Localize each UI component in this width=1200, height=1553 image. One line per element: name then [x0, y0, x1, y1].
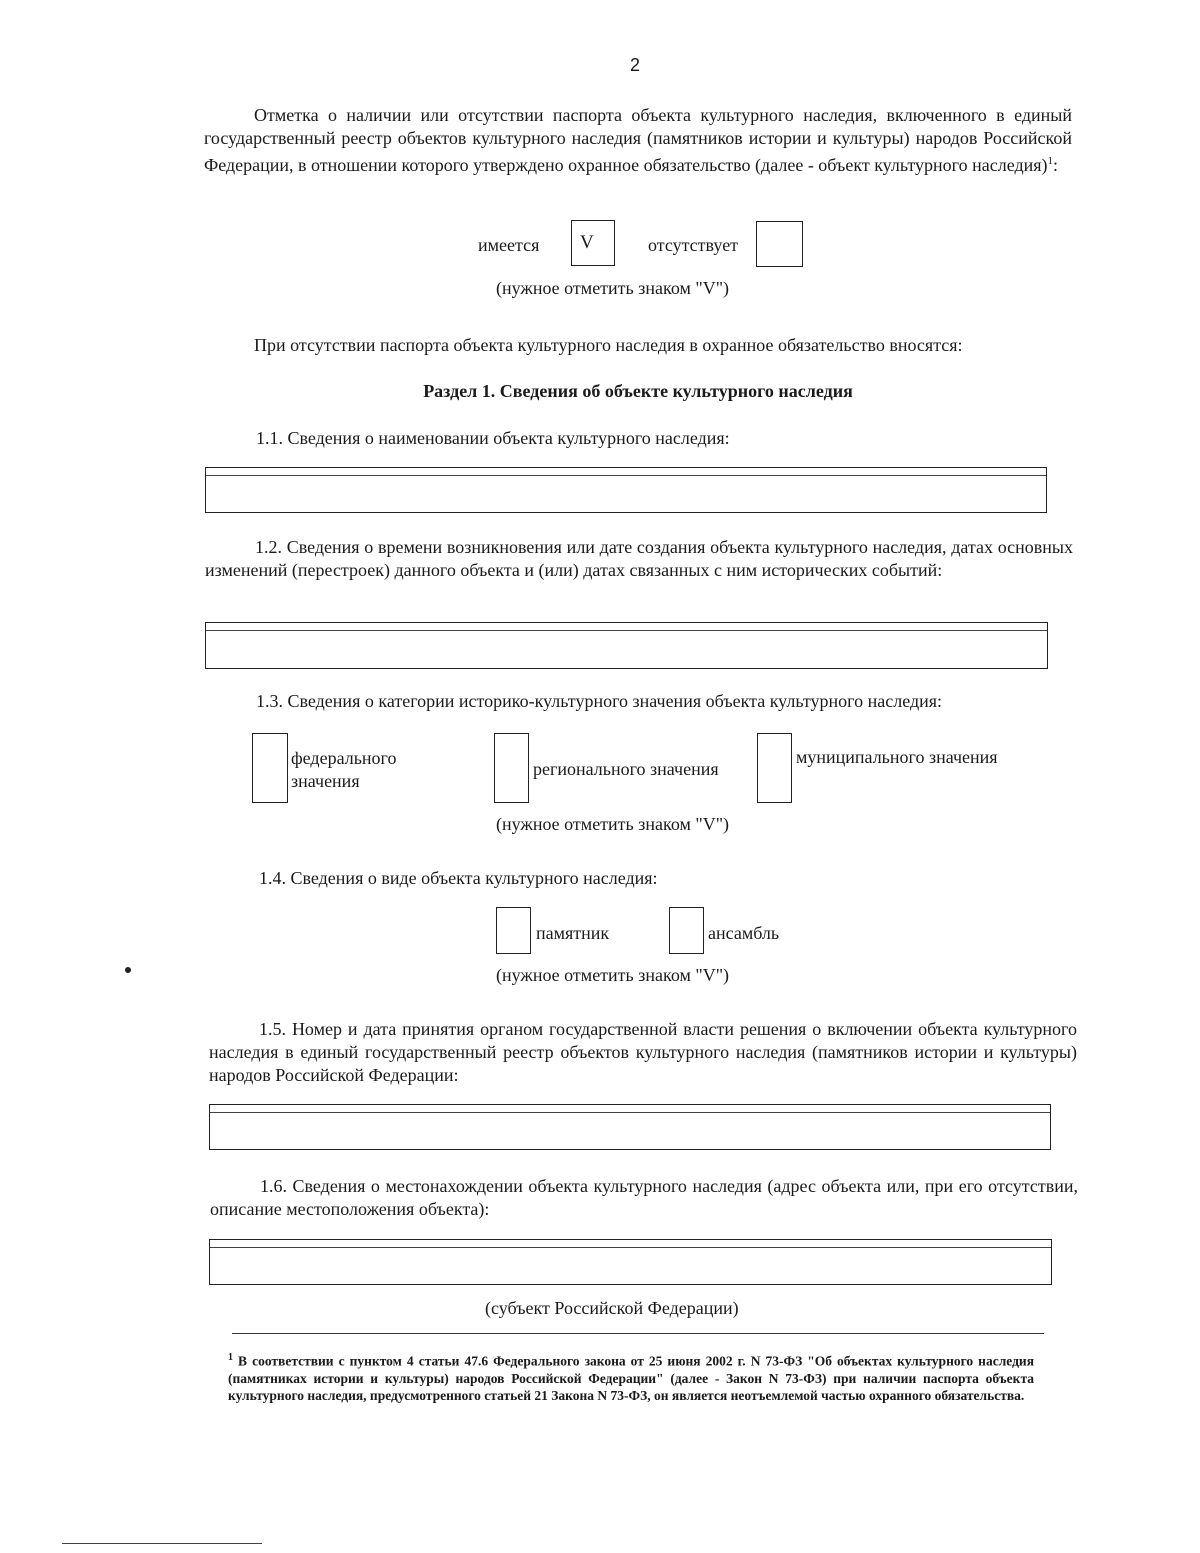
- footnote-divider: [232, 1333, 1044, 1334]
- type-ensemble-checkbox[interactable]: [669, 907, 704, 954]
- type-monument-checkbox[interactable]: [496, 907, 531, 954]
- footnote: [228, 1349, 1034, 1404]
- section-1-1-label: 1.1. Сведения о наименовании объекта культурного наследия:: [256, 428, 730, 448]
- section-title: Раздел 1. Сведения об объекте культурного наследия: [423, 381, 853, 401]
- footnote-marker: 1: [228, 1352, 233, 1363]
- category-municipal-label: муниципального значения: [796, 747, 998, 767]
- section-1-4-label: 1.4. Сведения о виде объекта культурного наследия:: [259, 868, 658, 888]
- passport-absent-checkbox[interactable]: [756, 221, 803, 267]
- check-mark: V: [580, 232, 594, 253]
- location-caption: (субъект Российской Федерации): [485, 1298, 739, 1318]
- page-number: 2: [629, 55, 640, 75]
- section-1-5-label: 1.5. Номер и дата принятия органом государственной власти решения о включении объекта культурного наследия в единый государственный реестр объектов культурного наследия (памятников истории и культуры) народов Российской Федерации:: [209, 1019, 1077, 1085]
- footnote-reference: 1: [1047, 155, 1054, 167]
- category-federal-label-1: федерального: [291, 748, 397, 768]
- section-1-6-label: 1.6. Сведения о местонахождении объекта культурного наследия (адрес объекта или, при его отсутствии, описание местоположения объекта):: [210, 1176, 1078, 1219]
- object-name-field[interactable]: [205, 467, 1047, 513]
- category-regional-label: регионального значения: [533, 759, 719, 779]
- category-regional-checkbox[interactable]: [494, 733, 529, 803]
- category-federal-checkbox[interactable]: [252, 733, 288, 803]
- category-federal-label-2: значения: [291, 771, 360, 791]
- scan-dot: [125, 967, 131, 973]
- passport-absent-label: отсутствует: [648, 235, 739, 255]
- intro-text: Отметка о наличии или отсутствии паспорта объекта культурного наследия, включенного в единый государственный реестр объектов культурного наследия (памятников истории и культуры) народов Российской Федерации, в отношении которого утверждено охранное обязательство (далее - объект культурного наследия): [204, 105, 1072, 175]
- location-field[interactable]: [209, 1239, 1052, 1285]
- object-dates-field[interactable]: [205, 622, 1048, 669]
- section-1-2-label: 1.2. Сведения о времени возникновения или дате создания объекта культурного наследия, датах основных изменений (перестроек) данного объекта и (или) датах связанных с ним исторических событий:: [205, 537, 1073, 580]
- type-ensemble-label: ансамбль: [708, 923, 780, 943]
- type-monument-label: памятник: [536, 923, 610, 943]
- category-municipal-checkbox[interactable]: [757, 733, 792, 803]
- registry-decision-field[interactable]: [209, 1104, 1051, 1150]
- intro-tail: :: [1053, 155, 1059, 175]
- intro-paragraph: [204, 104, 1072, 177]
- section-1-3-label: 1.3. Сведения о категории историко-культурного значения объекта культурного наследия:: [256, 691, 943, 711]
- category-hint: (нужное отметить знаком "V"): [496, 814, 730, 834]
- passport-present-checkbox[interactable]: [571, 220, 615, 266]
- scan-edge-line: [62, 1543, 262, 1544]
- passport-hint: (нужное отметить знаком "V"): [496, 278, 730, 298]
- passport-present-label: имеется: [478, 235, 540, 255]
- footnote-text: В соответствии с пунктом 4 статьи 47.6 Федерального закона от 25 июня 2002 г. N 73-ФЗ "Об объектах культурного наследия (памятниках истории и культуры) народов Российской Федерации" (далее - Закон N 73-ФЗ) при наличии паспорта объекта культурного наследия, предусмотренного статьей 21 Закона N 73-ФЗ, он является неотъемлемой частью охранного обязательства.: [228, 1353, 1034, 1403]
- type-hint: (нужное отметить знаком "V"): [496, 965, 730, 985]
- absence-text: При отсутствии паспорта объекта культурного наследия в охранное обязательство вносятся:: [254, 335, 963, 355]
